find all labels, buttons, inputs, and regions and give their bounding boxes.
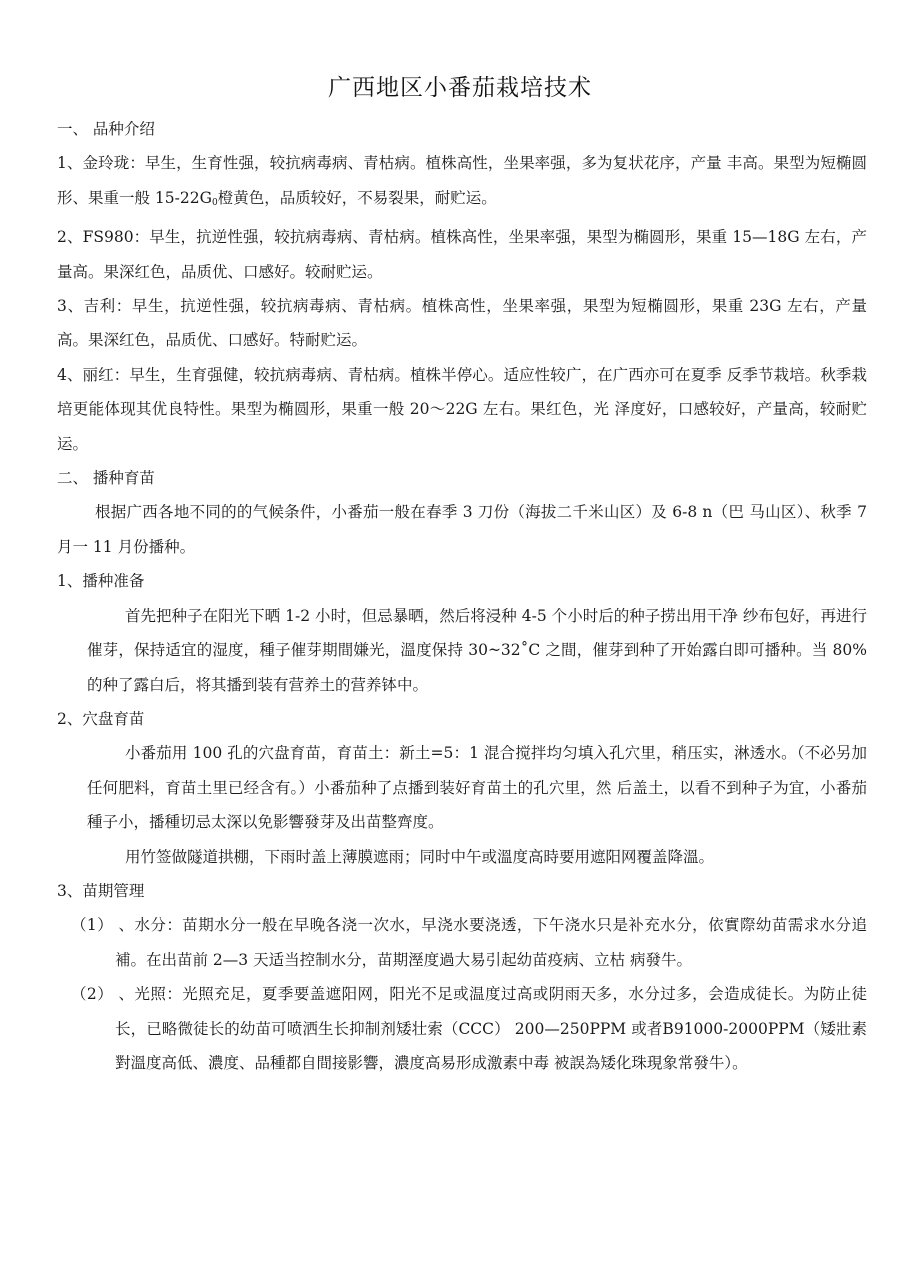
section-heading-sowing: 二、 播种育苗: [57, 469, 155, 488]
variety-item-lihong: 4、丽红：早生，生育强健，较抗病毒病、青枯病。植株半停心。适应性较广，在广西亦可在夏季 反季节栽培。秋季栽培更能体现其优良特性。果型为椭圆形，果重一般 20～22G 左右。果红色，光 泽度好，口感较好，产量高，较耐贮运。: [57, 365, 867, 453]
document-title: 广西地区小番茄栽培技术: [328, 75, 592, 101]
preparation-paragraph: 首先把种子在阳光下晒 1-2 小时，但忌暴晒，然后将浸种 4-5 个小时后的种子捞出用干净 纱布包好，再进行催芽，保持适宜的湿度，種子催芽期間嫌光，溫度保持 30~32˚C 之間，催芽到种了开始露白即可播种。当 80%的种了露白后，将其播到装有营养土的营养钵中。: [87, 606, 867, 694]
section-heading-varieties: 一、 品种介绍: [57, 120, 155, 138]
subsection-heading-preparation: 1、播种准备: [57, 572, 145, 591]
management-item-water: （1） 、水分：苗期水分一般在早晚各浇一次水，早浇水要浇透，下午浇水只是补充水分，依實際幼苗需求水分追補。在出苗前 2—3 天适当控制水分，苗期溼度過大易引起幼苗疫病、立枯 病發牛。: [71, 916, 867, 969]
tray-seedling-paragraph-1: 小番茄用 100 孔的穴盘育苗，育苗土：新土=5：1 混合搅拌均匀填入孔穴里，稍压实，淋透水。（不必另加任何肥料，育苗土里已经含有。）小番茄种了点播到装好育苗土的孔穴里，然 后盖土，以看不到种子为宜，小番茄種子小，播種切忌太深以免影響發芽及出苗整齊度。: [87, 744, 867, 832]
sowing-intro-paragraph: 根据广西各地不同的的气候条件，小番茄一般在春季 3 刀份（海拔二千米山区）及 6-8 n（巴 马山区）、秋季 7 月一 11 月份播种。: [57, 503, 867, 556]
subsection-heading-tray-seedling: 2、穴盘育苗: [57, 709, 145, 728]
variety-item-jili: 3、吉利：早生，抗逆性强，较抗病毒病、青枯病。植株高性，坐果率强，果型为短椭圆形，果重 23G 左右，产量高。果深红色，品质优、口感好。特耐贮运。: [57, 297, 867, 350]
variety-item-jinlinglong-text-a: 1、金玲珑：早生，生育性强，较抗病毒病、青枯病。植株高性，坐果率强，多为复状花序，产量 丰高。果型为短椭圆形、果重一般 15-22G: [57, 154, 867, 207]
variety-item-fs980: 2、FS980：早生，抗逆性强，较抗病毒病、青枯病。植株高性，坐果率强，果型为椭圆形，果重 15—18G 左右，产量高。果深红色，品质优、口感好。较耐贮运。: [57, 228, 867, 281]
variety-item-jinlinglong-subscript: 0: [212, 197, 218, 208]
document-body: [57, 112, 867, 1080]
variety-item-jinlinglong: [57, 146, 867, 220]
variety-item-jinlinglong-text-b: 橙黄色，品质较好，不易裂果，耐贮运。: [217, 188, 497, 207]
subsection-heading-seedling-management: 3、苗期管理: [57, 881, 145, 900]
management-item-light: （2） 、光照：光照充足，夏季要盖遮阳网，阳光不足或温度过高或阴雨天多，水分过多，会造成徒长。为防止徒长，已略微徒长的幼苗可喷洒生长抑制剂矮壮索（CCC） 200—250PPM 或者B91000-2000PPM（矮壯素對溫度高低、濃度、品種都自間接影響，濃度高易形成激素中毒 被誤為矮化珠現象常發牛）。: [71, 985, 867, 1072]
tray-seedling-block: [57, 736, 867, 874]
tray-seedling-paragraph-2: 用竹签做隧道拱棚，下雨时盖上薄膜遮雨；同时中午或溫度高時要用遮阳网覆盖降溫。: [125, 847, 715, 866]
preparation-block: [57, 599, 867, 702]
